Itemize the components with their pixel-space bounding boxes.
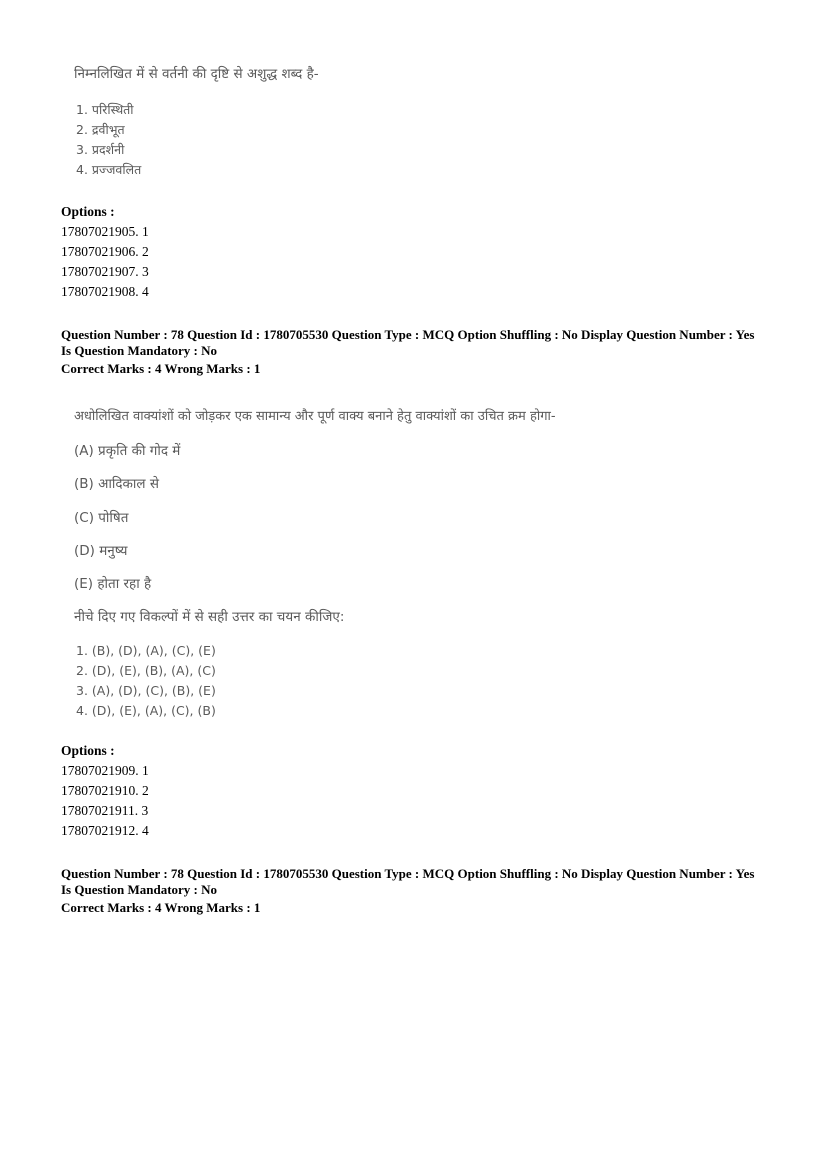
q1-option-3: 17807021907. 3 (61, 264, 149, 279)
q1-choice-1: 1. परिस्थिती (76, 102, 134, 117)
q2-instruction: नीचे दिए गए विकल्पों में से सही उत्तर का चयन कीजिए: (74, 609, 345, 625)
q2-options-label: Options : (61, 743, 115, 758)
q2-option-4: 17807021912. 4 (61, 823, 149, 838)
q2-choice-4: 4. (D), (E), (A), (C), (B) (76, 703, 216, 718)
meta1-line1: Question Number : 78 Question Id : 1780705530 Question Type : MCQ Option Shuffling : No Display Question Number : Yes (61, 327, 755, 342)
q1-choice-4: 4. प्रज्जवलित (76, 162, 142, 177)
q1-option-1: 17807021905. 1 (61, 224, 149, 239)
meta2-line2: Is Question Mandatory : No (61, 882, 218, 897)
q1-options-label: Options : (61, 204, 115, 219)
q2-choice-2: 2. (D), (E), (B), (A), (C) (76, 663, 216, 678)
q2-option-2: 17807021910. 2 (61, 783, 149, 798)
q2-option-3: 17807021911. 3 (61, 803, 149, 818)
q1-choice-2: 2. द्रवीभूत (76, 122, 125, 137)
meta2-line1: Question Number : 78 Question Id : 1780705530 Question Type : MCQ Option Shuffling : No Display Question Number : Yes (61, 866, 755, 881)
q2-choice-3: 3. (A), (D), (C), (B), (E) (76, 683, 216, 698)
meta1-line3: Correct Marks : 4 Wrong Marks : 1 (61, 361, 261, 376)
meta1-line2: Is Question Mandatory : No (61, 343, 218, 358)
q2-part-a: (A) प्रकृति की गोद में (74, 443, 181, 459)
q2-part-d: (D) मनुष्य (74, 543, 128, 559)
q1-option-2: 17807021906. 2 (61, 244, 149, 259)
q1-choice-3: 3. प्रदर्शनी (76, 142, 125, 157)
q2-option-1: 17807021909. 1 (61, 763, 149, 778)
q2-part-c: (C) पोषित (74, 510, 129, 526)
q1-stem: निम्नलिखित में से वर्तनी की दृष्टि से अशुद्ध शब्द है- (74, 66, 319, 82)
q1-option-4: 17807021908. 4 (61, 284, 149, 299)
q2-part-e: (E) होता रहा है (74, 576, 152, 592)
meta2-line3: Correct Marks : 4 Wrong Marks : 1 (61, 900, 261, 915)
q2-choice-1: 1. (B), (D), (A), (C), (E) (76, 643, 216, 658)
q2-stem: अधोलिखित वाक्यांशों को जोड़कर एक सामान्य और पूर्ण वाक्य बनाने हेतु वाक्यांशों का उचित क्रम होगा- (74, 409, 556, 424)
q2-part-b: (B) आदिकाल से (74, 476, 159, 492)
